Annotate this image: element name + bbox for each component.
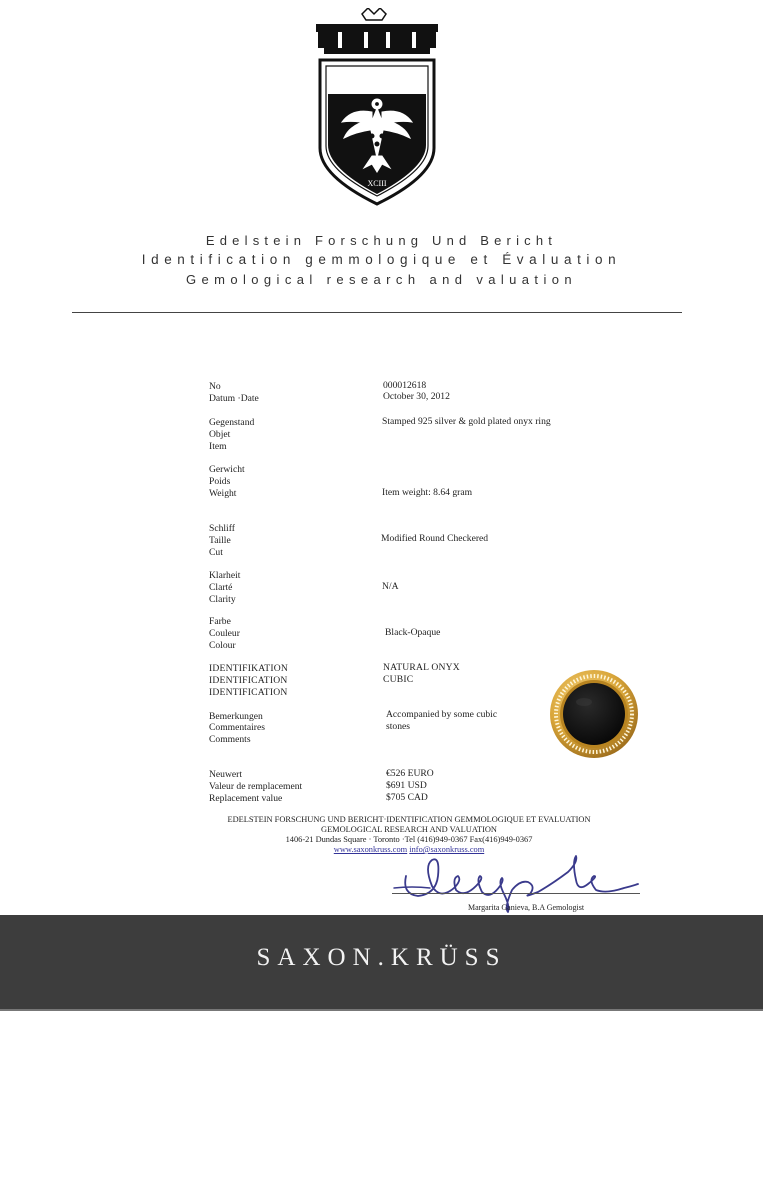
colour-label-de: Farbe (209, 616, 231, 627)
item-label-en: Item (209, 441, 227, 452)
comments-value-2: stones (386, 721, 410, 732)
value-usd: $691 USD (386, 780, 427, 791)
colour-value: Black-Opaque (385, 627, 441, 638)
identification-value-1: NATURAL ONYX (383, 662, 460, 673)
footer-address: 1406-21 Dundas Square · Toronto ·Tel (416)949-0367 Fax(416)949-0367 (285, 835, 533, 844)
crest-numeral: XCIII (367, 179, 387, 188)
colour-label-fr: Couleur (209, 628, 240, 639)
identification-label-fr: IDENTIFICATION (209, 675, 288, 686)
clarity-label-en: Clarity (209, 594, 236, 605)
value-label-en: Replacement value (209, 793, 283, 804)
no-label: No (209, 381, 221, 392)
report-date: October 30, 2012 (383, 391, 450, 402)
cut-label-fr: Taille (209, 535, 231, 546)
value-euro: €526 EURO (386, 768, 434, 779)
header-title-german: Edelstein Forschung Und Bericht (205, 233, 558, 248)
weight-label-fr: Poids (209, 476, 231, 487)
item-value: Stamped 925 silver & gold plated onyx ring (382, 416, 551, 427)
colour-label-en: Colour (209, 640, 236, 651)
comments-value-1: Accompanied by some cubic (386, 709, 498, 720)
header-divider (72, 312, 682, 313)
website-link[interactable]: www.saxonkruss.com (333, 845, 408, 854)
coat-of-arms-crest (312, 8, 442, 208)
item-label-fr: Objet (209, 429, 231, 440)
brand-logo-text: SAXON.KRÜSS (256, 944, 507, 971)
footer-line-2: GEMOLOGICAL RESEARCH AND VALUATION (321, 825, 497, 834)
clarity-label-de: Klarheit (209, 570, 241, 581)
identification-label-de: IDENTIFIKATION (209, 663, 289, 674)
comments-label-de: Bemerkungen (209, 711, 263, 722)
comments-label-en: Comments (209, 734, 251, 745)
value-label-fr: Valeur de remplacement (209, 781, 303, 792)
report-number: 000012618 (383, 380, 427, 391)
item-label-de: Gegenstand (209, 417, 255, 428)
footer-line-1: EDELSTEIN FORSCHUNG UND BERICHT·IDENTIFICATION GEMMOLOGIQUE ET EVALUATION (227, 815, 591, 824)
value-label-de: Neuwert (209, 769, 243, 780)
clarity-value: N/A (382, 581, 399, 592)
signer-name: Margarita Ganieva, B.A Gemologist (468, 903, 585, 912)
weight-label-en: Weight (209, 488, 237, 499)
header-title-french: Identification gemmologique et Évaluation (141, 252, 622, 267)
ring-photo (548, 668, 640, 760)
cut-value: Modified Round Checkered (381, 533, 489, 544)
cut-label-en: Cut (209, 547, 223, 558)
comments-label-fr: Commentaires (209, 722, 265, 733)
clarity-label-fr: Clarté (209, 582, 233, 593)
header-title-english: Gemological research and valuation (186, 272, 577, 287)
date-label: Datum ·Date (209, 393, 259, 404)
weight-value: Item weight: 8.64 gram (382, 487, 473, 498)
value-cad: $705 CAD (386, 792, 428, 803)
weight-label-de: Gerwicht (209, 464, 245, 475)
cut-label-de: Schliff (209, 523, 235, 534)
identification-label-en: IDENTIFICATION (209, 687, 288, 698)
brand-band-edge (0, 1009, 763, 1011)
signature-line (392, 893, 640, 894)
identification-value-2: CUBIC (383, 674, 414, 685)
email-link[interactable]: info@saxonkruss.com (409, 845, 485, 854)
